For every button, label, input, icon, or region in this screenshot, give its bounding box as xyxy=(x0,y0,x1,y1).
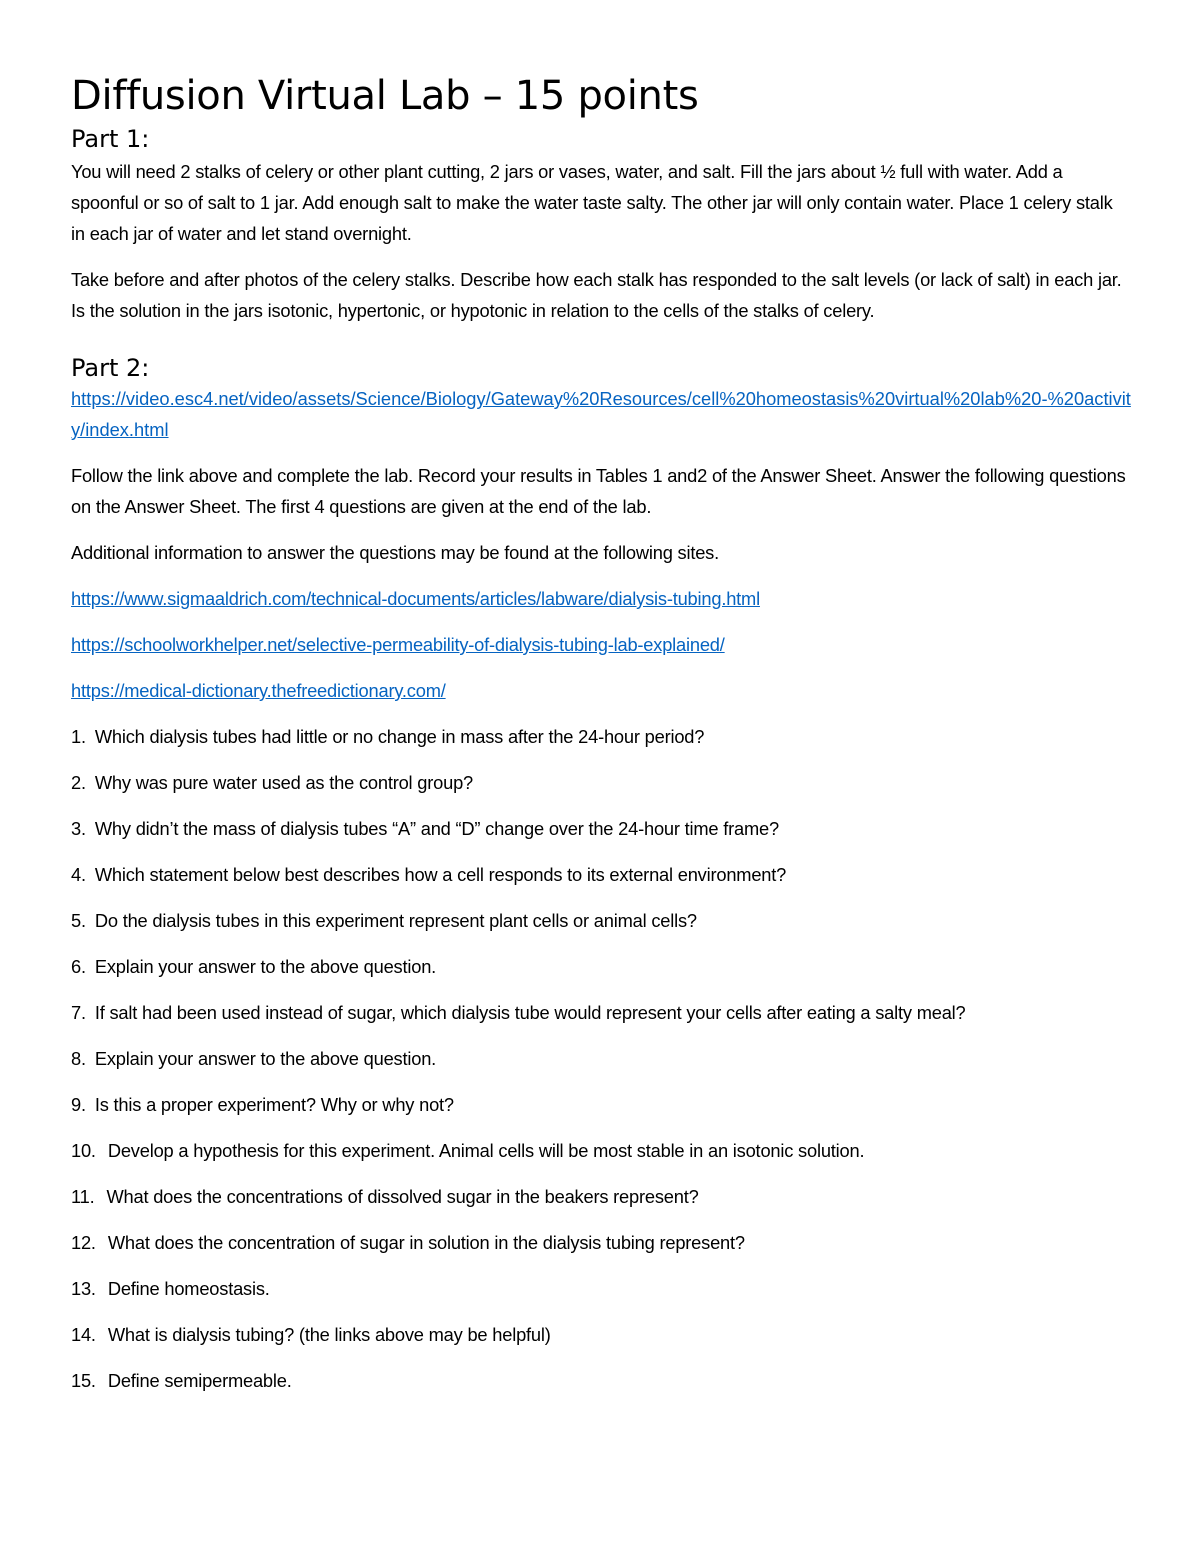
question-item xyxy=(71,1135,1131,1166)
question-text: Is this a proper experiment? Why or why not? xyxy=(94,1094,454,1115)
part1-heading: Part 1: xyxy=(71,125,150,153)
question-number: 12. xyxy=(71,1232,96,1253)
part1-paragraph-2: Take before and after photos of the celery stalks. Describe how each stalk has responded to the salt levels (or lack of salt) in each jar. Is the solution in the jars isotonic, hypertonic, or hypotonic in relation to the cells of the stalks of celery. xyxy=(71,269,1122,321)
page-title: Diffusion Virtual Lab – 15 points xyxy=(71,73,699,119)
question-item xyxy=(71,1089,1131,1120)
question-item xyxy=(71,1227,1131,1258)
part2-additional-info: Additional information to answer the questions may be found at the following sites. xyxy=(71,542,720,563)
resource-link-schoolworkhelper[interactable]: https://schoolworkhelper.net/selective-permeability-of-dialysis-tubing-lab-explained/ xyxy=(71,634,725,655)
question-item xyxy=(71,997,1131,1028)
resource-link-2-row xyxy=(71,629,1131,660)
lab-link-container xyxy=(71,383,1131,445)
question-text: What is dialysis tubing? (the links above may be helpful) xyxy=(107,1324,551,1345)
question-number: 1. xyxy=(71,726,86,747)
question-number: 4. xyxy=(71,864,86,885)
question-text: Which statement below best describes how a cell responds to its external environment? xyxy=(94,864,787,885)
question-item xyxy=(71,859,1131,890)
question-number: 15. xyxy=(71,1370,96,1391)
resource-link-1-row xyxy=(71,583,1131,614)
document-page xyxy=(71,68,1131,1411)
question-text: Why didn’t the mass of dialysis tubes “A” and “D” change over the 24-hour time frame? xyxy=(94,818,779,839)
question-number: 9. xyxy=(71,1094,86,1115)
question-item xyxy=(71,767,1131,798)
question-text: What does the concentration of sugar in solution in the dialysis tubing represent? xyxy=(107,1232,745,1253)
question-text: Define semipermeable. xyxy=(107,1370,292,1391)
question-number: 14. xyxy=(71,1324,96,1345)
question-item xyxy=(71,813,1131,844)
question-item xyxy=(71,951,1131,982)
question-number: 13. xyxy=(71,1278,96,1299)
question-number: 3. xyxy=(71,818,86,839)
lab-link[interactable]: https://video.esc4.net/video/assets/Science/Biology/Gateway%20Resources/cell%20homeostasis%20virtual%20lab%20-%20activity/index.html xyxy=(71,388,1131,440)
part2-instructions: Follow the link above and complete the lab. Record your results in Tables 1 and2 of the Answer Sheet. Answer the following questions on the Answer Sheet. The first 4 questions are given at the end of the lab. xyxy=(71,465,1126,517)
part1-paragraph-1: You will need 2 stalks of celery or other plant cutting, 2 jars or vases, water, and salt. Fill the jars about ½ full with water. Add a spoonful or so of salt to 1 jar. Add enough salt to make the water taste salty. The other jar will only contain water. Place 1 celery stalk in each jar of water and let stand overnight. xyxy=(71,161,1113,244)
question-item xyxy=(71,1273,1131,1304)
part2-heading: Part 2: xyxy=(71,354,150,382)
question-text: If salt had been used instead of sugar, which dialysis tube would represent your cells after eating a salty meal? xyxy=(94,1002,966,1023)
question-text: What does the concentrations of dissolved sugar in the beakers represent? xyxy=(106,1186,699,1207)
spacer xyxy=(71,341,1131,353)
question-number: 6. xyxy=(71,956,86,977)
question-text: Explain your answer to the above question. xyxy=(94,1048,437,1069)
resource-link-sigmaaldrich[interactable]: https://www.sigmaaldrich.com/technical-documents/articles/labware/dialysis-tubing.html xyxy=(71,588,760,609)
question-item xyxy=(71,1181,1131,1212)
question-number: 8. xyxy=(71,1048,86,1069)
question-text: Which dialysis tubes had little or no change in mass after the 24-hour period? xyxy=(94,726,705,747)
question-number: 2. xyxy=(71,772,86,793)
question-item xyxy=(71,721,1131,752)
question-number: 10. xyxy=(71,1140,96,1161)
resource-link-3-row xyxy=(71,675,1131,706)
question-text: Define homeostasis. xyxy=(107,1278,270,1299)
question-item xyxy=(71,905,1131,936)
question-text: Explain your answer to the above question. xyxy=(94,956,437,977)
question-text: Do the dialysis tubes in this experiment represent plant cells or animal cells? xyxy=(94,910,697,931)
question-number: 5. xyxy=(71,910,86,931)
question-item xyxy=(71,1365,1131,1396)
question-item xyxy=(71,1043,1131,1074)
question-text: Develop a hypothesis for this experiment. Animal cells will be most stable in an isotonic solution. xyxy=(107,1140,865,1161)
resource-link-medical-dictionary[interactable]: https://medical-dictionary.thefreedictionary.com/ xyxy=(71,680,446,701)
question-number: 7. xyxy=(71,1002,86,1023)
question-list xyxy=(71,721,1131,1396)
question-text: Why was pure water used as the control group? xyxy=(94,772,474,793)
question-number: 11. xyxy=(71,1186,95,1207)
question-item xyxy=(71,1319,1131,1350)
